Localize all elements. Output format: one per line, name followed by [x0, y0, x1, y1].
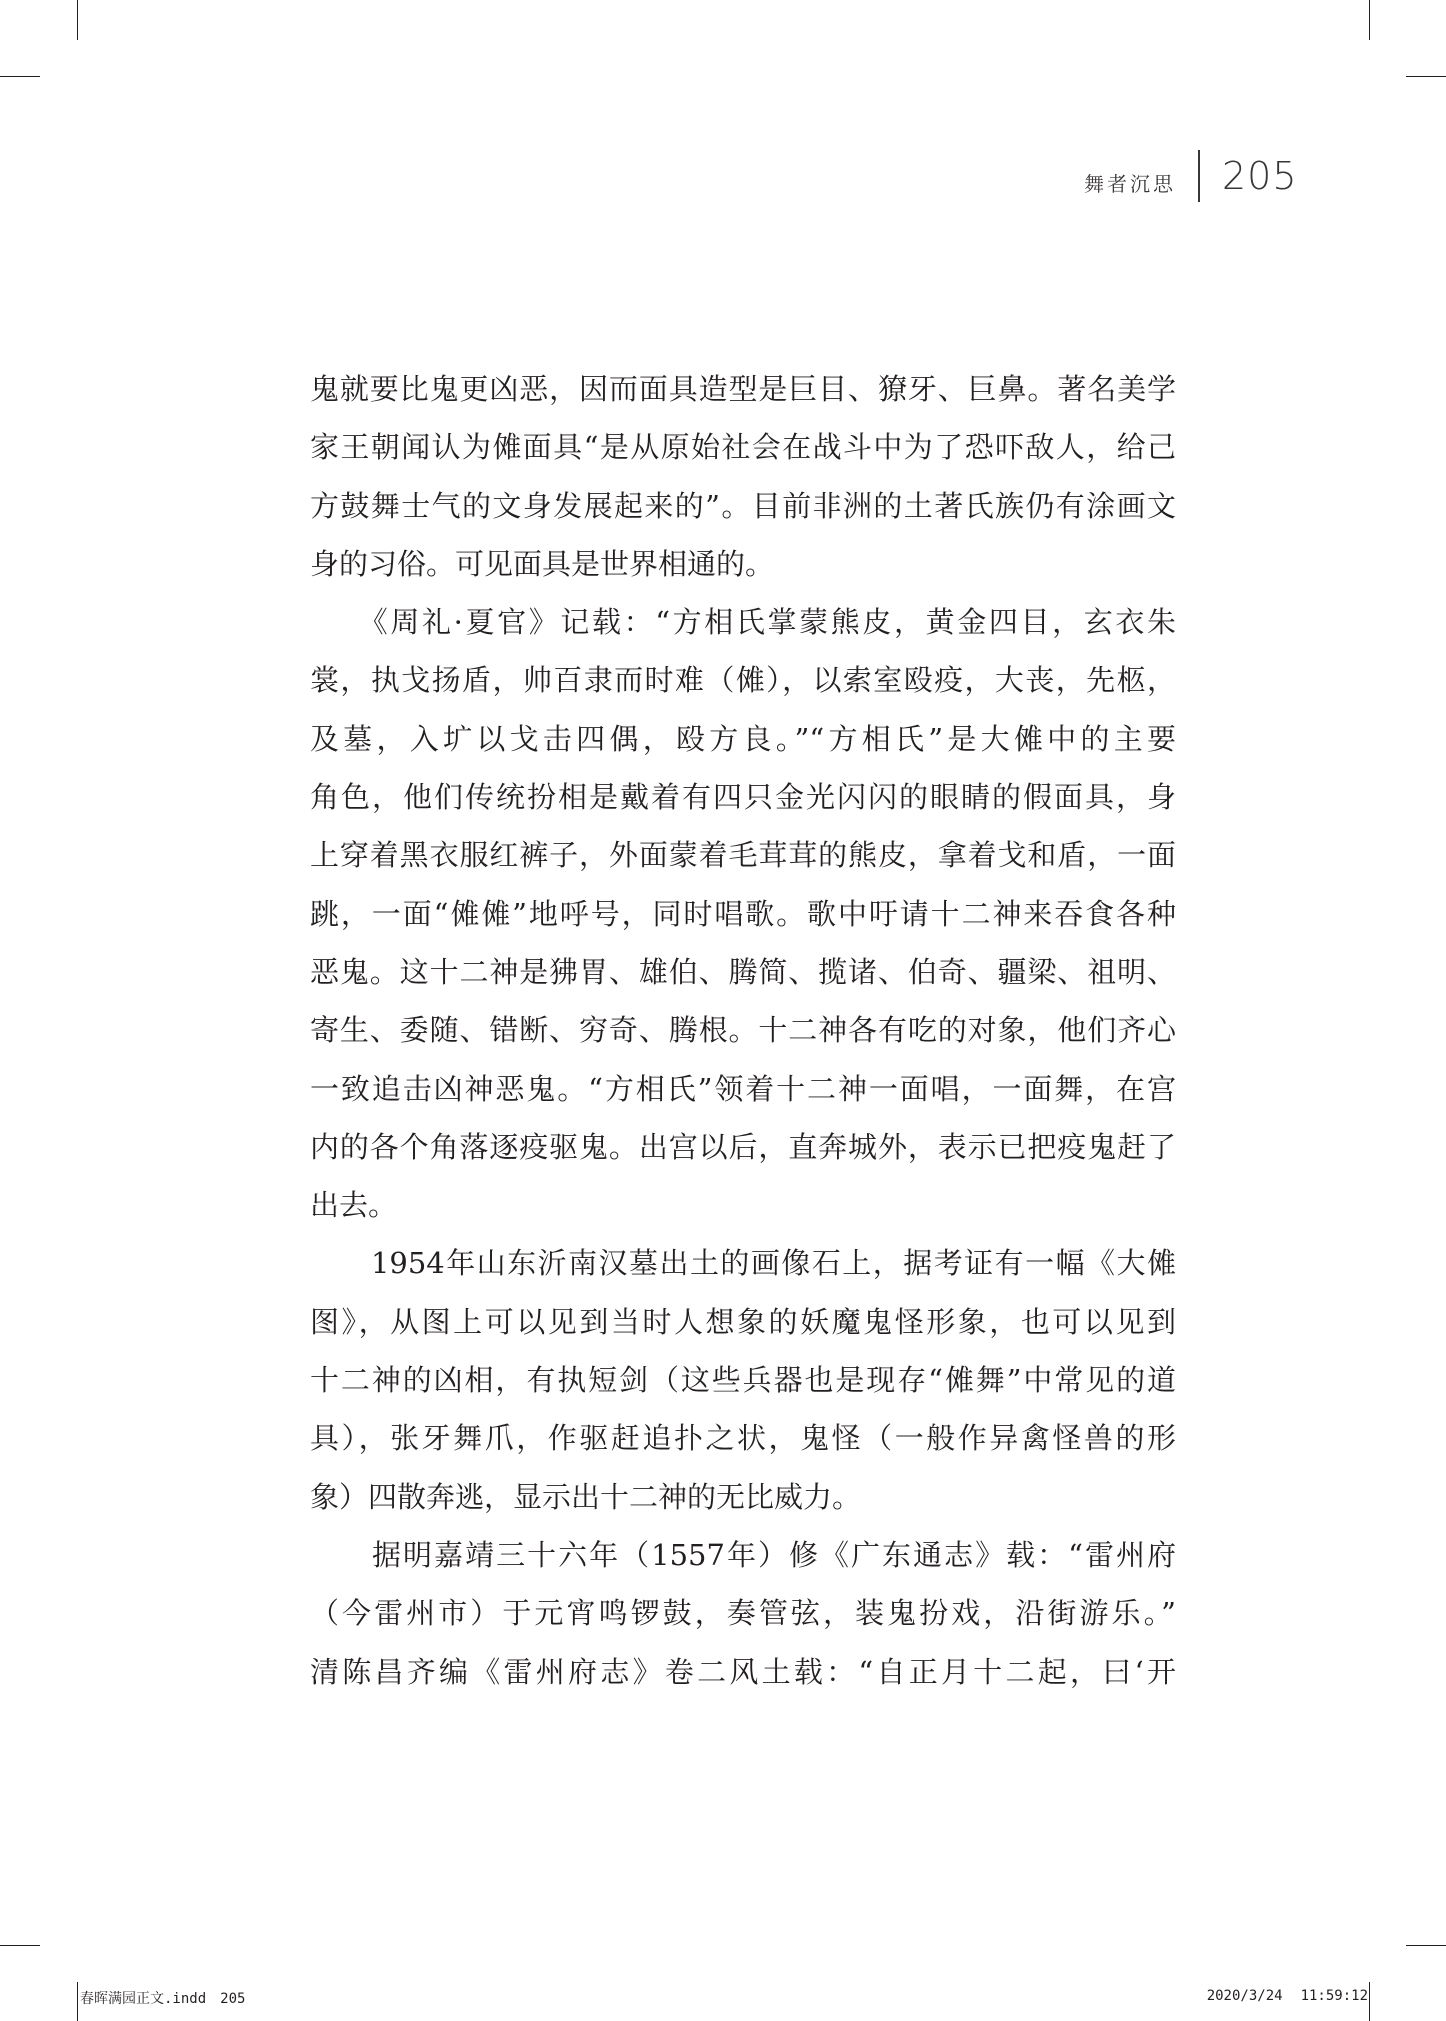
- slug-date: 2020/3/24: [1206, 1988, 1283, 2004]
- text-line: 内的各个角落逐疫驱鬼。出宫以后，直奔城外，表示已把疫鬼赶了: [310, 1129, 1176, 1164]
- running-header: [1050, 150, 1300, 210]
- text-line: 出去。: [310, 1188, 398, 1223]
- text-line: 恶鬼。这十二神是狒胃、雄伯、腾简、揽诸、伯奇、疆梁、祖明、: [310, 954, 1176, 989]
- text-line: 身的习俗。可见面具是世界相通的。: [310, 546, 775, 581]
- text-line: 上穿着黑衣服红裤子，外面蒙着毛茸茸的熊皮，拿着戈和盾，一面: [310, 838, 1176, 873]
- header-divider: [1198, 150, 1200, 202]
- text-line: 《周礼·夏官》记载：“方相氏掌蒙熊皮，黄金四目，玄衣朱: [310, 605, 1176, 640]
- text-line: 具），张牙舞爪，作驱赶追扑之状，鬼怪（一般作异禽怪兽的形: [310, 1421, 1176, 1456]
- slug-time: 11:59:12: [1300, 1988, 1368, 2004]
- text-line: 家王朝闻认为傩面具“是从原始社会在战斗中为了恐吓敌人，给己: [310, 430, 1176, 465]
- crop-mark: [0, 76, 40, 77]
- paragraph: [310, 1234, 1176, 1525]
- text-line: 及墓，入圹以戈击四偶，殴方良。”“方相氏”是大傩中的主要: [310, 721, 1176, 756]
- paragraph: [310, 360, 1176, 593]
- crop-mark: [1406, 1945, 1446, 1946]
- date-time-slug: [1189, 1988, 1368, 2004]
- paragraph: [310, 1526, 1176, 1701]
- text-line: 跳，一面“傩傩”地呼号，同时唱歌。歌中吁请十二神来吞食各种: [310, 896, 1176, 931]
- text-line: 1954年山东沂南汉墓出土的画像石上，据考证有一幅《大傩: [310, 1246, 1176, 1281]
- crop-mark: [1369, 1982, 1370, 2021]
- paragraph: [310, 593, 1176, 1234]
- text-line: 鬼就要比鬼更凶恶，因而面具造型是巨目、獠牙、巨鼻。著名美学: [310, 372, 1176, 406]
- text-line: 十二神的凶相，有执短剑（这些兵器也是现存“傩舞”中常见的道: [310, 1363, 1176, 1398]
- page-number: 205: [1222, 154, 1298, 198]
- text-line: 清陈昌齐编《雷州府志》卷二风土载：“自正月十二起，曰‘开: [310, 1654, 1176, 1689]
- section-title: 舞者沉思: [1084, 172, 1176, 196]
- text-line: 方鼓舞士气的文身发展起来的”。目前非洲的土著氏族仍有涂画文: [310, 488, 1176, 523]
- text-line: 裳，执戈扬盾，帅百隶而时难（傩），以索室殴疫，大丧，先柩，: [310, 663, 1176, 698]
- text-line: 据明嘉靖三十六年（1557年）修《广东通志》载：“雷州府: [310, 1537, 1176, 1572]
- text-line: 一致追击凶神恶鬼。“方相氏”领着十二神一面唱，一面舞，在宫: [310, 1071, 1176, 1106]
- crop-mark: [77, 1982, 78, 2021]
- body-text: [310, 360, 1176, 1701]
- crop-mark: [77, 0, 78, 40]
- crop-mark: [0, 1945, 40, 1946]
- text-line: 图》，从图上可以见到当时人想象的妖魔鬼怪形象，也可以见到: [310, 1304, 1176, 1339]
- text-line: 寄生、委随、错断、穷奇、腾根。十二神各有吃的对象，他们齐心: [310, 1013, 1176, 1048]
- text-line: （今雷州市）于元宵鸣锣鼓，奏管弦，装鬼扮戏，沿街游乐。”: [310, 1596, 1176, 1631]
- file-slug: 春晖满园正文.indd 205: [80, 1991, 246, 2007]
- text-line: 角色，他们传统扮相是戴着有四只金光闪闪的眼睛的假面具，身: [310, 780, 1176, 815]
- crop-mark: [1406, 76, 1446, 77]
- crop-mark: [1369, 0, 1370, 40]
- text-line: 象）四散奔逃，显示出十二神的无比威力。: [310, 1479, 862, 1514]
